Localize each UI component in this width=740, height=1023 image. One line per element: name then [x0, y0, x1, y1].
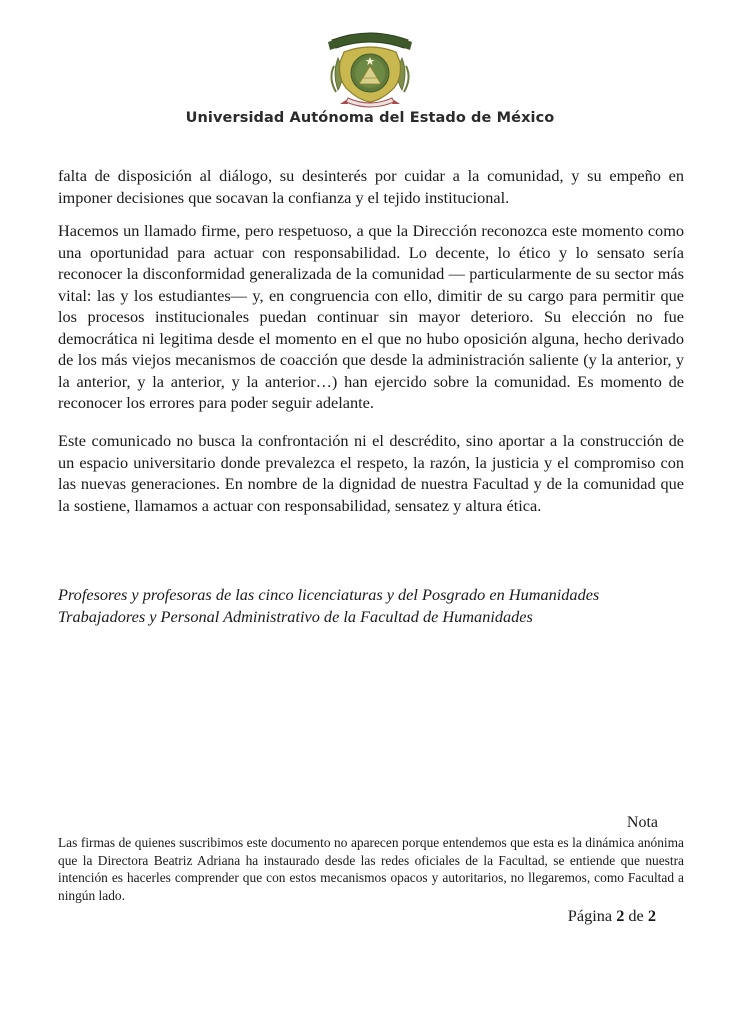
university-logo-icon	[324, 28, 416, 108]
signature-line-staff: Trabajadores y Personal Administrativo de la Facultad de Humanidades	[58, 606, 533, 626]
body-paragraph-1: falta de disposición al diálogo, su desinterés por cuidar a la comunidad, y su empeño en imponer decisiones que socavan la confianza y el tejido institucional.	[58, 166, 684, 207]
current-page: 2	[616, 906, 625, 925]
document-header	[0, 28, 740, 108]
note-text: Las firmas de quienes suscribimos este documento no aparecen porque entendemos que esta es la dinámica anónima que la Directora Beatriz Adriana ha instaurado desde las redes oficiales de la Facultad, se entiende que nuestra intención es hacerles comprender que con estos mecanismos opacos y autoritarios, no llegaremos, como Facultad a ningún lado.	[58, 835, 684, 903]
total-pages: 2	[647, 906, 656, 925]
page-number	[568, 906, 656, 926]
university-name: Universidad Autónoma del Estado de México	[185, 110, 555, 126]
body-paragraph-2: Hacemos un llamado firme, pero respetuoso, a que la Dirección reconozca este momento como una oportunidad para actuar con responsabilidad. Lo decente, lo ético y lo sensato sería reconocer la disconformidad generalizada de la comunidad — particularmente de su sector más vital: las y los estudiantes— y, en congruencia con ello, dimitir de su cargo para permitir que los procesos institucionales puedan continuar sin mayor deterioro. Su elección no fue democrática ni legitima desde el momento en el que no hubo oposición alguna, hecho derivado de los más viejos mecanismos de coacción que desde la administración saliente (y la anterior, y la anterior, y la anterior, y la anterior…) han ejercido sobre la comunidad. Es momento de reconocer los errores para poder seguir adelante.	[58, 221, 684, 412]
signatures-block	[58, 584, 698, 627]
body-paragraph-3: Este comunicado no busca la confrontación ni el descrédito, sino aportar a la construcción de un espacio universitario donde prevalezca el respeto, la razón, la justicia y el compromiso con las nuevas generaciones. En nombre de la dignidad de nuestra Facultad y de la comunidad que la sostiene, llamamos a actuar con responsabilidad, sensatez y altura ética.	[58, 431, 684, 515]
note-title: Nota	[626, 814, 658, 831]
signature-line-faculty: Profesores y profesoras de las cinco licenciaturas y del Posgrado en Humanidades	[58, 585, 600, 604]
page-label: Página	[567, 906, 613, 925]
of-label: de	[628, 906, 644, 925]
